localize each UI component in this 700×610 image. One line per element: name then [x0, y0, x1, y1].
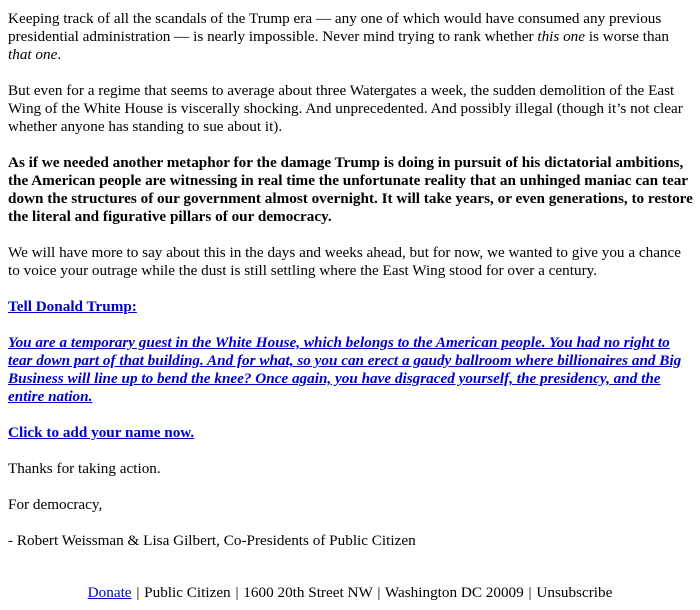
paragraph-metaphor: As if we needed another metaphor for the damage Trump is doing in pursuit of his dictatorial ambitions, the American people are witnessing in real time the unfortunate reality that an unhinged maniac can tear down the structures of our government almost overnight. It will take years, or even generations, to restore the literal and figurative pillars of our democracy. — [8, 154, 693, 225]
add-name-link[interactable]: Click to add your name now. — [8, 424, 195, 441]
petition-text-line — [8, 334, 694, 406]
footer-org-name: Public Citizen — [144, 584, 231, 601]
tell-trump-link[interactable]: Tell Donald Trump: — [8, 298, 137, 315]
tell-trump-line — [8, 298, 694, 316]
closing-text: For democracy, — [8, 496, 103, 513]
paragraph-east-wing: But even for a regime that seems to average about three Watergates a week, the sudden demolition of the East Wing of the White House is viscerally shocking. And unprecedented. And possibly illegal (though it’s not clear whether anyone has standing to sue about it). — [8, 82, 683, 135]
footer-street: 1600 20th Street NW — [243, 584, 373, 601]
footer-separator: | — [235, 584, 239, 601]
thanks-text: Thanks for taking action. — [8, 460, 161, 477]
footer-separator: | — [377, 584, 381, 601]
cta-line — [8, 424, 694, 442]
emphasis-this-one: this one — [537, 28, 586, 45]
footer-separator: | — [528, 584, 532, 601]
footer-city: Washington DC 20009 — [384, 584, 524, 601]
unsubscribe-link[interactable]: Unsubscribe — [536, 584, 613, 601]
emphasis-that-one: that one — [8, 46, 58, 63]
petition-link[interactable]: You are a temporary guest in the White House, which belongs to the American people. You had no right to tear down part of that building. And for what, so you can erect a gaudy ballroom where billionaires and Big Business will line up to bend the knee? Once again, you have disgraced yourself, the presidency, and the entire nation. — [8, 334, 682, 405]
signature-text: - Robert Weissman & Lisa Gilbert, Co-Presidents of Public Citizen — [8, 532, 416, 549]
email-footer — [0, 584, 700, 602]
footer-separator: | — [136, 584, 140, 601]
paragraph-outrage: We will have more to say about this in the days and weeks ahead, but for now, we wanted to give you a chance to voice your outrage while the dust is still settling where the East Wing stood for over a century. — [8, 244, 682, 279]
paragraph-intro: Keeping track of all the scandals of the Trump era — any one of which would have consumed any previous presidential administration — is nearly impossible. Never mind trying to rank whether this one is worse than that one. — [8, 10, 669, 63]
donate-link[interactable]: Donate — [87, 584, 132, 601]
